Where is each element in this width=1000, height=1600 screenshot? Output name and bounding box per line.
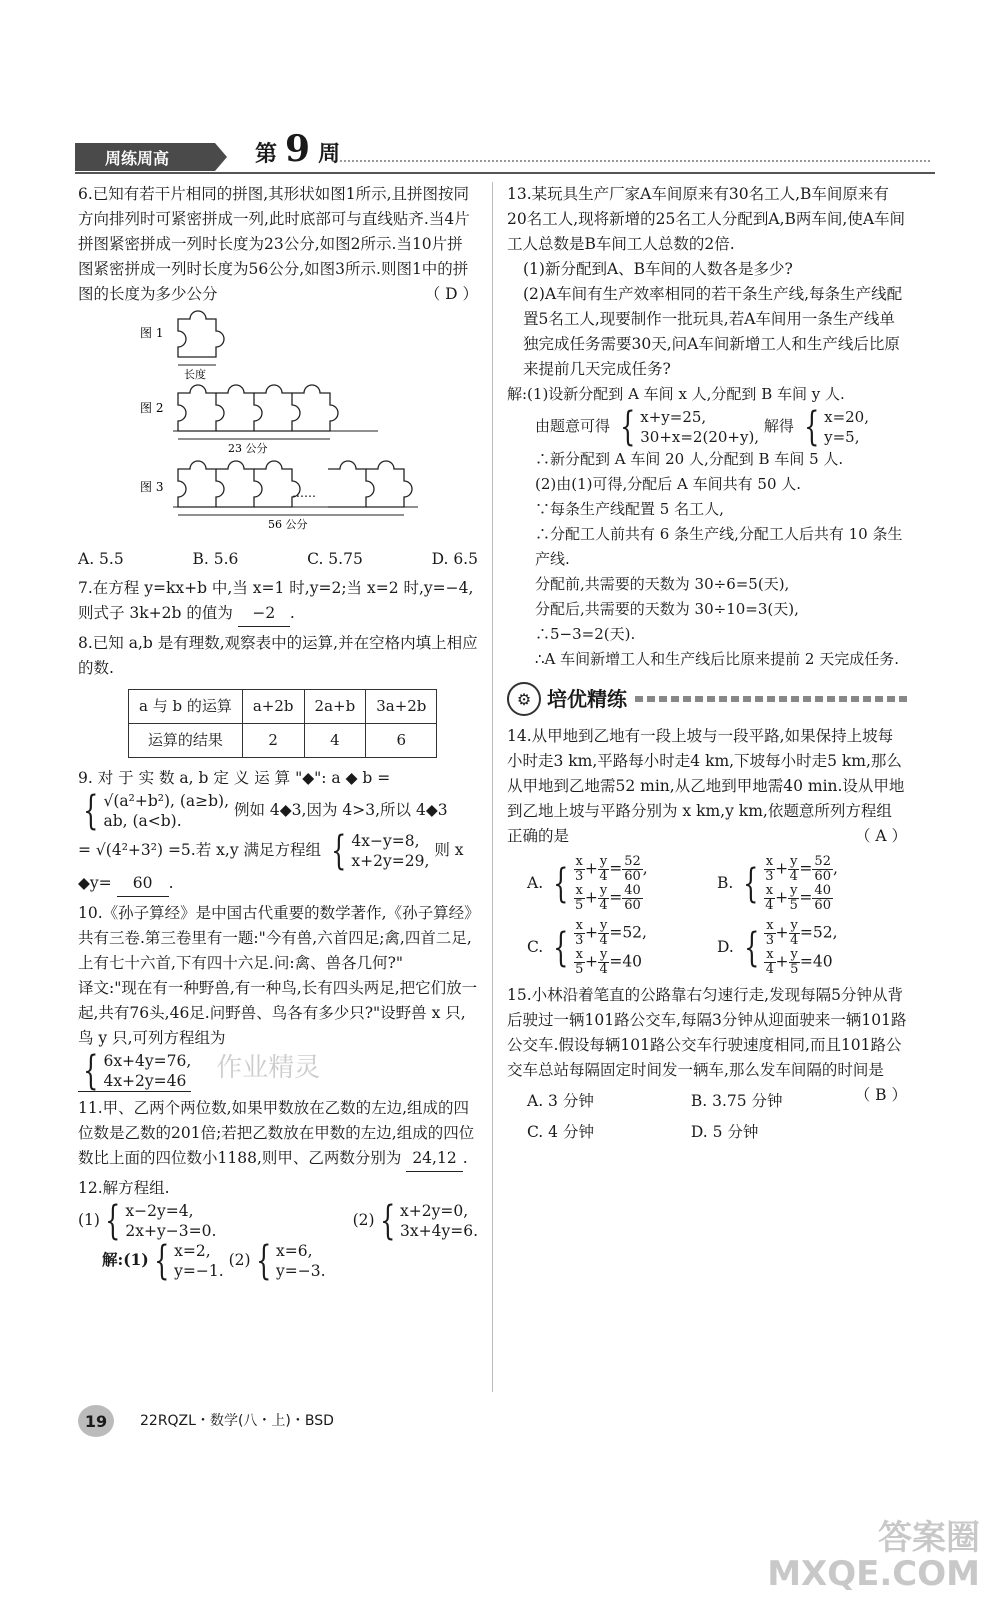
question-6: 6.已知有若干片相同的拼图,其形状如图1所示,且拼图按同方向排列时可紧密拼成一列,此时底部可与直线贴齐.当4片拼图紧密拼成一列时长度为23公分,如图2所示.当10片拼图紧密拼成一列时长度为56公分,如图3所示.则图1中的拼图的长度为多少公分 （ D ） 图 1 长度 图 2 23 公分 图 3 …… 56 公分 A. 5.5 B. 5.6 C. 5.75 D. 6.5 <box>78 182 478 572</box>
fig3-pieces <box>178 461 412 507</box>
puzzle-figures <box>78 307 478 535</box>
piece-fig1 <box>178 311 224 357</box>
q15-option-a: A. 3 分钟 <box>527 1092 594 1110</box>
question-9: 9. 对 于 实 数 a, b 定 义 运 算 "◆": a ◆ b = { √(a²+b²), (a≥b), ab, (a<b). 例如 4◆3,因为 4>3,所以 4◆3 = √(4²+3²) =5.若 x,y 满足方程组 { 4x−y=8, x+2y=29, 则 x ◆y= 60 . <box>78 766 478 897</box>
week-title: 第 9 周 <box>255 128 341 170</box>
gear-icon: ⚙ <box>507 682 541 716</box>
q14-option-d: D. { $\frac{x}{3}$ + $\frac{y}{4}$ =52, $\frac{x}{4}$ + $\frac{y}{5}$ =40 <box>717 918 838 977</box>
fig1-length: 长度 <box>184 368 206 381</box>
q6-options <box>78 547 478 572</box>
question-13: 13.某玩具生产厂家A车间原来有30名工人,B车间原来有20名工人,现将新增的25名工人分配到A,B两车间,使A车间工人总数是B车间工人总数的2倍. (1)新分配到A、B车间的人数各是多少? (2)A车间有生产效率相同的若干条生产线,每条生产线配置5名工人,现要制作一批玩具,若A车间用一条生产线单独完成任务需要30天,问A车间新增工人和生产线后比原来提前几天完成任务? 解:(1)设新分配到 A 车间 x 人,分配到 B 车间 y 人. 由题意可得 { x+y=25, 30+x=2(20+y), 解得 { x=20, y=5, ∴新分配到 A 车间 20 人,分配到 B 车间 5 人. (2)由(1)可得,分配后 A 车间共有 50 人. ∵每条生产线配置 5 名工人, ∴分配工人前共有 6 条生产线,分配工人后共有 10 条生产线. 分配前,共需要的天数为 30÷6=5(天), 分配后,共需要的天数为 30÷10=3(天), ∴5−3=2(天). ∴A 车间新增工人和生产线后比原来提前 2 天完成任务. <box>507 182 907 672</box>
q14-option-c: C. { $\frac{x}{3}$ + $\frac{y}{4}$ =52, $\frac{x}{5}$ + $\frac{y}{4}$ =40 <box>527 918 647 977</box>
column-divider <box>492 182 493 1392</box>
operation-table: a 与 b 的运算 a+2b 2a+b 3a+2b 运算的结果 2 4 6 <box>128 689 437 758</box>
fig2-pieces <box>178 385 338 431</box>
q11-answer: 24,12 <box>406 1146 462 1172</box>
header-rule <box>75 172 935 174</box>
q9-answer: 60 <box>117 871 169 897</box>
fig3-length: 56 公分 <box>268 518 308 531</box>
section-bar <box>635 696 907 702</box>
fig1-label: 图 1 <box>140 326 164 340</box>
q6-option-b: B. 5.6 <box>192 550 239 568</box>
question-15: 15.小林沿着笔直的公路靠右匀速行走,发现每隔5分钟从背后驶过一辆101路公交车,每隔3分钟从迎面驶来一辆101路公交车.假设每辆101路公交车行驶速度相同,而且101路公交车总站每隔固定时间发一辆车,那么发车间隔的时间是 （ B ） A. 3 分钟 B. 3.75 分钟 C. 4 分钟 D. 5 分钟 <box>507 983 907 1145</box>
q7-answer: −2 <box>238 601 290 627</box>
q10-watermark: 作业精灵 <box>216 1052 321 1083</box>
fig2-length: 23 公分 <box>228 442 268 455</box>
q14-option-a: A. { $\frac{x}{3}$ + $\frac{y}{4}$ = $\frac{52}{60}$ , $\frac{x}{5}$ + $\frac{y}{4}$ = $\frac{40}{60}$ <box>527 854 648 913</box>
left-column <box>78 182 478 1285</box>
footer-text: 22RQZL・数学(八・上)・BSD <box>140 1413 334 1429</box>
section-title: ⚙ 培优精练 <box>507 682 907 716</box>
q6-option-a: A. 5.5 <box>78 550 124 568</box>
q13-solution: 解:(1)设新分配到 A 车间 x 人,分配到 B 车间 y 人. 由题意可得 { x+y=25, 30+x=2(20+y), 解得 { x=20, y=5, ∴新分配到 A 车间 20 人,分配到 B 车间 5 人. (2)由(1)可得,分配后 A 车间共有 50 人. ∵每条生产线配置 5 名工人, ∴分配工人前共有 6 条生产线,分配工人后共有 10 条生产线. 分配前,共需要的天数为 30÷6=5(天), 分配后,共需要的天数为 30÷10=3(天), ∴5−3=2(天). ∴A 车间新增工人和生产线后比原来提前 2 天完成任务. <box>507 385 903 668</box>
right-column <box>507 182 907 1151</box>
question-12: 12.解方程组. (1) { x−2y=4, 2x+y−3=0. (2) { x+2y=0, 3x+4y=6. 解:(1) { x=2, y=−1. (2) { x=6, y=−3. <box>78 1179 478 1284</box>
header-tab-arrow <box>215 143 227 171</box>
q14-option-b: B. { $\frac{x}{3}$ + $\frac{y}{4}$ = $\frac{52}{60}$ , $\frac{x}{4}$ + $\frac{y}{5}$ = $\frac{40}{60}$ <box>717 854 838 913</box>
question-10: 10.《孙子算经》是中国古代重要的数学著作,《孙子算经》共有三卷.第三卷里有一题:"今有兽,六首四足;禽,四首二足,上有七十六首,下有四十六足.问:禽、兽各几何?" 译文:"现在有一种野兽,有一种鸟,长有四头两足,把它们放一起,共有76头,46足.问野兽、鸟各有多少只?"设野兽 x 只,鸟 y 只,可列方程组为 { 6x+4y=76, 4x+2y=46 作业精灵 <box>78 904 478 1094</box>
q14-options <box>527 855 907 977</box>
question-14: 14.从甲地到乙地有一段上坡与一段平路,如果保持上坡每小时走3 km,平路每小时走4 km,下坡每小时走5 km,那么从甲地到乙地需52 min,从乙地到甲地需40 min.设从甲地到乙地上坡与平路分别为 x km,y km,依题意所列方程组正确的是 （ A ） A. { $\frac{x}{3}$ + $\frac{y}{4}$ = $\frac{52}{60}$ , $\frac{x}{5}$ + $\frac{y}{4}$ = $\frac{40}{60}$ B. { $\frac{x}{3}$ + $\frac{y}{4}$ = $\frac{52}{60}$ , $\frac{x}{4}$ + $\frac{y}{5}$ = $\frac{40}{60}$ C. { $\frac{x}{3}$ + $\frac{y}{4}$ =52, $\frac{x}{5}$ + $\frac{y}{4}$ =40 D. { $\frac{x}{3}$ + $\frac{y}{4}$ =52, $\frac{x}{4}$ + $\frac{y}{5}$ =40 <box>507 727 907 977</box>
question-11: 11.甲、乙两个两位数,如果甲数放在乙数的左边,组成的四位数是乙数的201倍;若把乙数放在甲数的左边,组成的四位数比上面的四位数小1188,则甲、乙两数分别为 24,12 . <box>78 1096 478 1172</box>
q15-option-d: D. 5 分钟 <box>690 1123 759 1141</box>
page-number: 19 <box>78 1405 114 1437</box>
q6-option-c: C. 5.75 <box>307 550 363 568</box>
header-dots <box>340 160 930 162</box>
site-watermark: 答案圈 MXQE.COM <box>767 1518 980 1594</box>
q15-option-b: B. 3.75 分钟 <box>690 1092 783 1110</box>
q6-option-d: D. 6.5 <box>431 550 478 568</box>
fig2-label: 图 2 <box>140 401 164 415</box>
fig3-label: 图 3 <box>140 480 164 494</box>
question-8: 8.已知 a,b 是有理数,观察表中的运算,并在空格内填上相应的数. a 与 b 的运算 a+2b 2a+b 3a+2b 运算的结果 2 4 6 <box>78 631 478 758</box>
q15-options <box>527 1089 855 1145</box>
q15-option-c: C. 4 分钟 <box>527 1123 594 1141</box>
question-7: 7.在方程 y=kx+b 中,当 x=1 时,y=2;当 x=2 时,y=−4,则式子 3k+2b 的值为 −2 . <box>78 576 478 627</box>
header-tab: 周练周高 <box>75 143 215 171</box>
fig3-dots: …… <box>292 486 316 500</box>
